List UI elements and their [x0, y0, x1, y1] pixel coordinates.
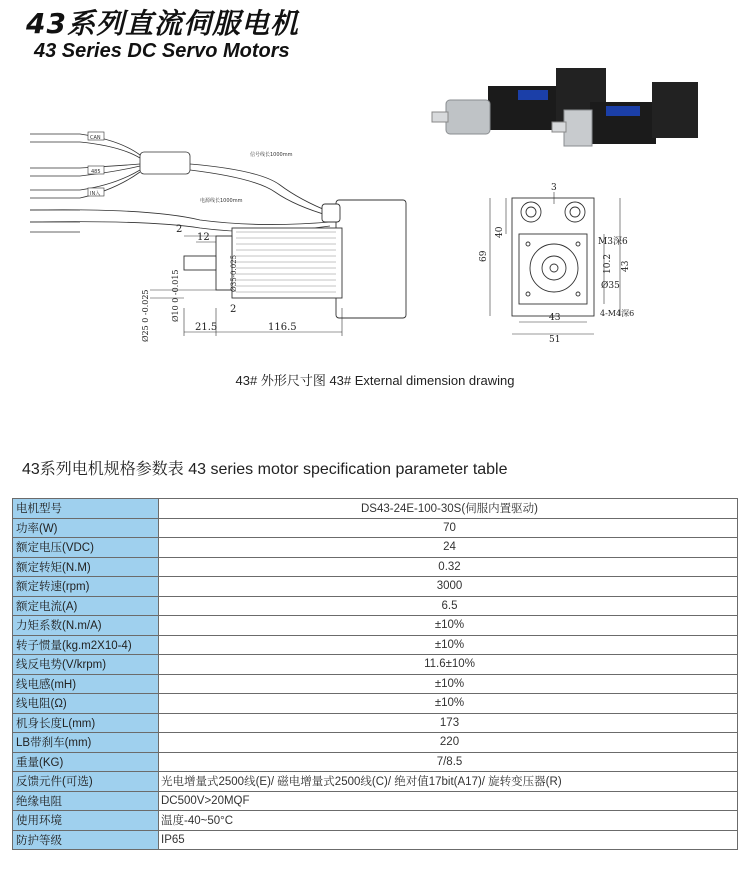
- table-row: [13, 772, 738, 792]
- spec-key: 使用环境: [13, 811, 159, 831]
- svg-text:4-M4深6: 4-M4深6: [600, 309, 635, 318]
- table-row: [13, 694, 738, 714]
- table-row: [13, 518, 738, 538]
- svg-text:Ø10 0 -0.015: Ø10 0 -0.015: [171, 269, 180, 322]
- table-row: [13, 733, 738, 753]
- svg-text:51: 51: [549, 335, 561, 345]
- spec-value: 光电增量式2500线(E)/ 磁电增量式2500线(C)/ 绝对值17bit(A17)/ 旋转变压器(R): [159, 772, 738, 792]
- spec-key: 机身长度L(mm): [13, 713, 159, 733]
- table-row: [13, 499, 738, 519]
- svg-text:10.2: 10.2: [603, 253, 613, 274]
- spec-value: 220: [159, 733, 738, 753]
- spec-value: 0.32: [159, 557, 738, 577]
- table-row: [13, 655, 738, 675]
- spec-key: 功率(W): [13, 518, 159, 538]
- table-row: [13, 713, 738, 733]
- spec-value: 3000: [159, 577, 738, 597]
- spec-value: 7/8.5: [159, 752, 738, 772]
- page-title-cn: 43系列直流伺服电机: [26, 7, 299, 40]
- table-row: [13, 830, 738, 850]
- drawing-caption: 43# 外形尺寸图 43# External dimension drawing: [235, 373, 515, 388]
- table-row: [13, 616, 738, 636]
- spec-value: ±10%: [159, 694, 738, 714]
- table-row: [13, 811, 738, 831]
- spec-key: 防护等级: [13, 830, 159, 850]
- wire-label-in: IN入: [90, 191, 101, 197]
- wire-label-can: CAN: [90, 135, 101, 141]
- svg-text:12: 12: [197, 232, 210, 243]
- svg-text:69: 69: [479, 250, 489, 262]
- svg-text:3: 3: [551, 183, 557, 193]
- dimension-drawing: [0, 60, 750, 360]
- svg-text:21.5: 21.5: [195, 322, 218, 333]
- svg-text:Ø35: Ø35: [601, 281, 620, 291]
- spec-value: 11.6±10%: [159, 655, 738, 675]
- motor-side-view: [184, 200, 406, 318]
- svg-text:2: 2: [230, 304, 237, 315]
- spec-value: 70: [159, 518, 738, 538]
- spec-key: 额定电压(VDC): [13, 538, 159, 558]
- spec-value: DC500V>20MQF: [159, 791, 738, 811]
- spec-key: 线电感(mH): [13, 674, 159, 694]
- spec-key: 重量(KG): [13, 752, 159, 772]
- wire-harness: [30, 134, 330, 232]
- spec-key: 力矩系数(N.m/A): [13, 616, 159, 636]
- page-title-en: 43 Series DC Servo Motors: [34, 40, 290, 62]
- spec-value: ±10%: [159, 674, 738, 694]
- spec-key: 额定转速(rpm): [13, 577, 159, 597]
- wire-label-485: 485: [91, 169, 101, 175]
- spec-key: 绝缘电阻: [13, 791, 159, 811]
- spec-value: IP65: [159, 830, 738, 850]
- table-row: [13, 674, 738, 694]
- svg-text:40: 40: [495, 226, 505, 238]
- spec-table: [12, 498, 738, 850]
- signal-cable-label: 信号线长1000mm: [250, 152, 293, 158]
- table-row: [13, 791, 738, 811]
- spec-value: 173: [159, 713, 738, 733]
- svg-text:43: 43: [549, 313, 561, 323]
- table-row: [13, 596, 738, 616]
- table-row: [13, 635, 738, 655]
- spec-value: ±10%: [159, 616, 738, 636]
- motor-front-view: [512, 198, 594, 316]
- spec-value: 24: [159, 538, 738, 558]
- spec-key: 转子惯量(kg.m2X10-4): [13, 635, 159, 655]
- spec-value: ±10%: [159, 635, 738, 655]
- table-row: [13, 557, 738, 577]
- spec-key: 额定转矩(N.M): [13, 557, 159, 577]
- table-heading: 43系列电机规格参数表 43 series motor specification parameter table: [22, 461, 508, 478]
- svg-text:43: 43: [621, 260, 631, 272]
- spec-value: 6.5: [159, 596, 738, 616]
- spec-value: DS43-24E-100-30S(伺服内置驱动): [159, 499, 738, 519]
- svg-text:2: 2: [176, 224, 183, 235]
- spec-key: 线电阻(Ω): [13, 694, 159, 714]
- table-row: [13, 538, 738, 558]
- spec-key: 线反电势(V/krpm): [13, 655, 159, 675]
- table-row: [13, 752, 738, 772]
- svg-text:M3深6: M3深6: [598, 237, 628, 247]
- spec-key: LB带刹车(mm): [13, 733, 159, 753]
- spec-key: 反馈元件(可选): [13, 772, 159, 792]
- table-row: [13, 577, 738, 597]
- connector-block: [140, 152, 190, 174]
- power-cable-label: 电源线长1000mm: [200, 198, 243, 204]
- spec-key: 电机型号: [13, 499, 159, 519]
- svg-text:Ø25 0 -0.025: Ø25 0 -0.025: [141, 289, 150, 342]
- spec-key: 额定电流(A): [13, 596, 159, 616]
- spec-value: 温度-40~50°C: [159, 811, 738, 831]
- svg-text:Ø35-0.025: Ø35-0.025: [230, 254, 238, 292]
- svg-text:116.5: 116.5: [268, 322, 297, 333]
